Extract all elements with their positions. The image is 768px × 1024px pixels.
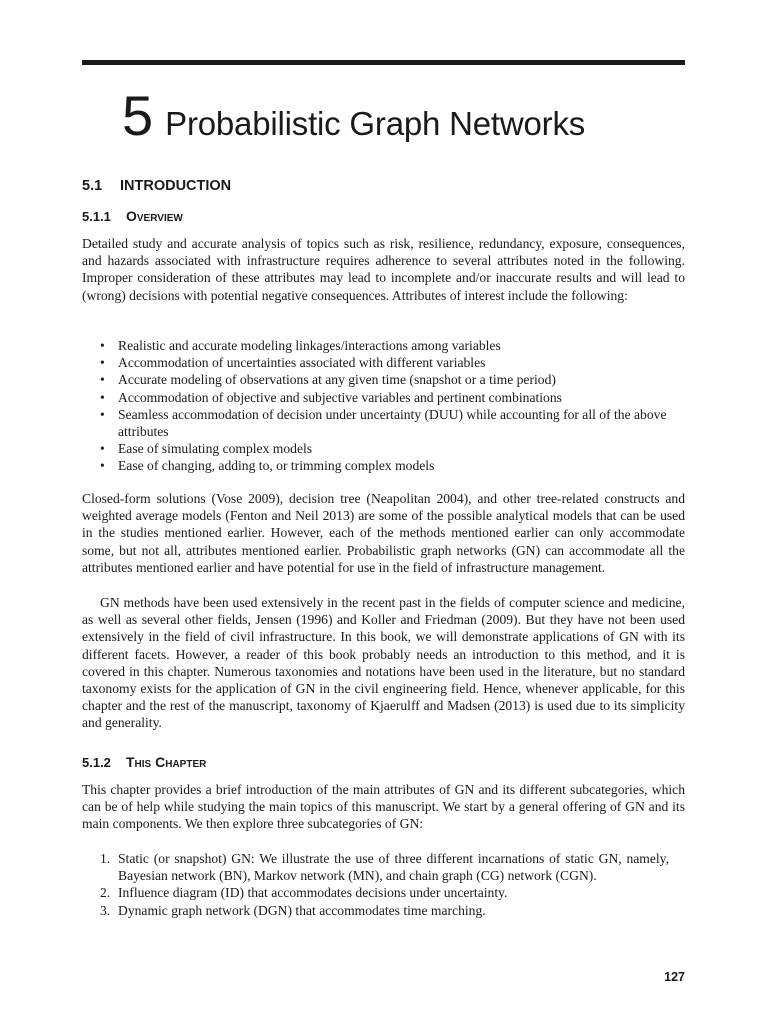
subsection-number: 5.1.1 <box>82 209 111 224</box>
list-item-text: Influence diagram (ID) that accommodates decisions under uncertainty. <box>118 885 508 901</box>
list-marker: 2. <box>100 885 111 901</box>
list-item: • Ease of changing, adding to, or trimming complex models <box>82 457 685 474</box>
list-marker: 1. <box>100 851 111 866</box>
list-item: • Realistic and accurate modeling linkages/interactions among variables <box>82 337 685 354</box>
subsection-heading-5-1-2 <box>82 754 206 770</box>
attributes-list <box>82 337 685 475</box>
list-item: • Accurate modeling of observations at any given time (snapshot or a time period) <box>82 371 685 388</box>
paragraph-overview: Detailed study and accurate analysis of topics such as risk, resilience, redundancy, exposure, consequences, and hazards associated with infrastructure requires adherence to several attributes noted in the following. Improper consideration of these attributes may lead to incomplete and/or inaccurate results and will lead to (wrong) decisions with potential negative consequences. Attributes of interest include the following: <box>82 236 685 303</box>
list-item <box>82 902 685 919</box>
list-item: • Accommodation of objective and subjective variables and pertinent combinations <box>82 389 685 406</box>
paragraph-this-chapter: This chapter provides a brief introduction of the main attributes of GN and its different subcategories, which can be of help while studying the main topics of this manuscript. We start by a general offering of GN and its main components. We then explore three subcategories of GN: <box>82 782 685 832</box>
section-title: INTRODUCTION <box>120 178 232 194</box>
list-marker: 3. <box>100 902 111 918</box>
chapter-title: Probabilistic Graph Networks <box>165 105 586 142</box>
list-item: • Ease of simulating complex models <box>82 440 685 457</box>
subsection-title: This Chapter <box>126 754 207 770</box>
list-item <box>82 850 685 884</box>
list-item-text: Static (or snapshot) GN: We illustrate the use of three different incarnations of static GN, namely, Bayesian network (BN), Markov network (MN), and chain graph (CG) network (CGN). <box>118 851 669 884</box>
subcategories-list <box>82 850 685 919</box>
list-item-text: Dynamic graph network (DGN) that accommodates time marching. <box>118 902 486 918</box>
top-rule <box>82 60 685 65</box>
book-page <box>82 0 685 1024</box>
chapter-number: 5 <box>122 84 154 147</box>
subsection-number: 5.1.2 <box>82 755 111 770</box>
paragraph-gn-methods: GN methods have been used extensively in the recent past in the fields of computer science and medicine, as well as several other fields, Jensen (1996) and Koller and Friedman (2009). But they have not been used extensively in the field of civil infrastructure. In this book, we will demonstrate applications of GN with its different facets. However, a reader of this book probably needs an introduction to this method, and it is covered in this chapter. Numerous taxonomies and notations have been used in the literature, but no standard taxonomy exists for the application of GN in the civil engineering field. Hence, whenever applicable, for this chapter and the rest of the manuscript, taxonomy of Kjaerulff and Madsen (2013) is used due to its simplicity and generality. <box>82 595 685 731</box>
list-item: • Seamless accommodation of decision under uncertainty (DUU) while accounting for all of the above attributes <box>82 406 685 440</box>
list-item: • Accommodation of uncertainties associated with different variables <box>82 354 685 371</box>
section-number: 5.1 <box>82 178 103 194</box>
list-item <box>82 884 685 901</box>
subsection-heading-5-1-1 <box>82 208 183 224</box>
page-number: 127 <box>664 970 685 984</box>
section-heading-5-1 <box>82 178 231 194</box>
chapter-heading <box>122 86 585 146</box>
paragraph-closed-form: Closed-form solutions (Vose 2009), decision tree (Neapolitan 2004), and other tree-related constructs and weighted average models (Fenton and Neil 2013) are some of the possible analytical models that can be used in the studies mentioned earlier. However, each of the methods mentioned earlier can only accommodate some, but not all, attributes mentioned earlier. Probabilistic graph networks (GN) can accommodate all the attributes mentioned earlier and have potential for use in the field of infrastructure management. <box>82 491 685 575</box>
subsection-title: Overview <box>126 208 183 224</box>
